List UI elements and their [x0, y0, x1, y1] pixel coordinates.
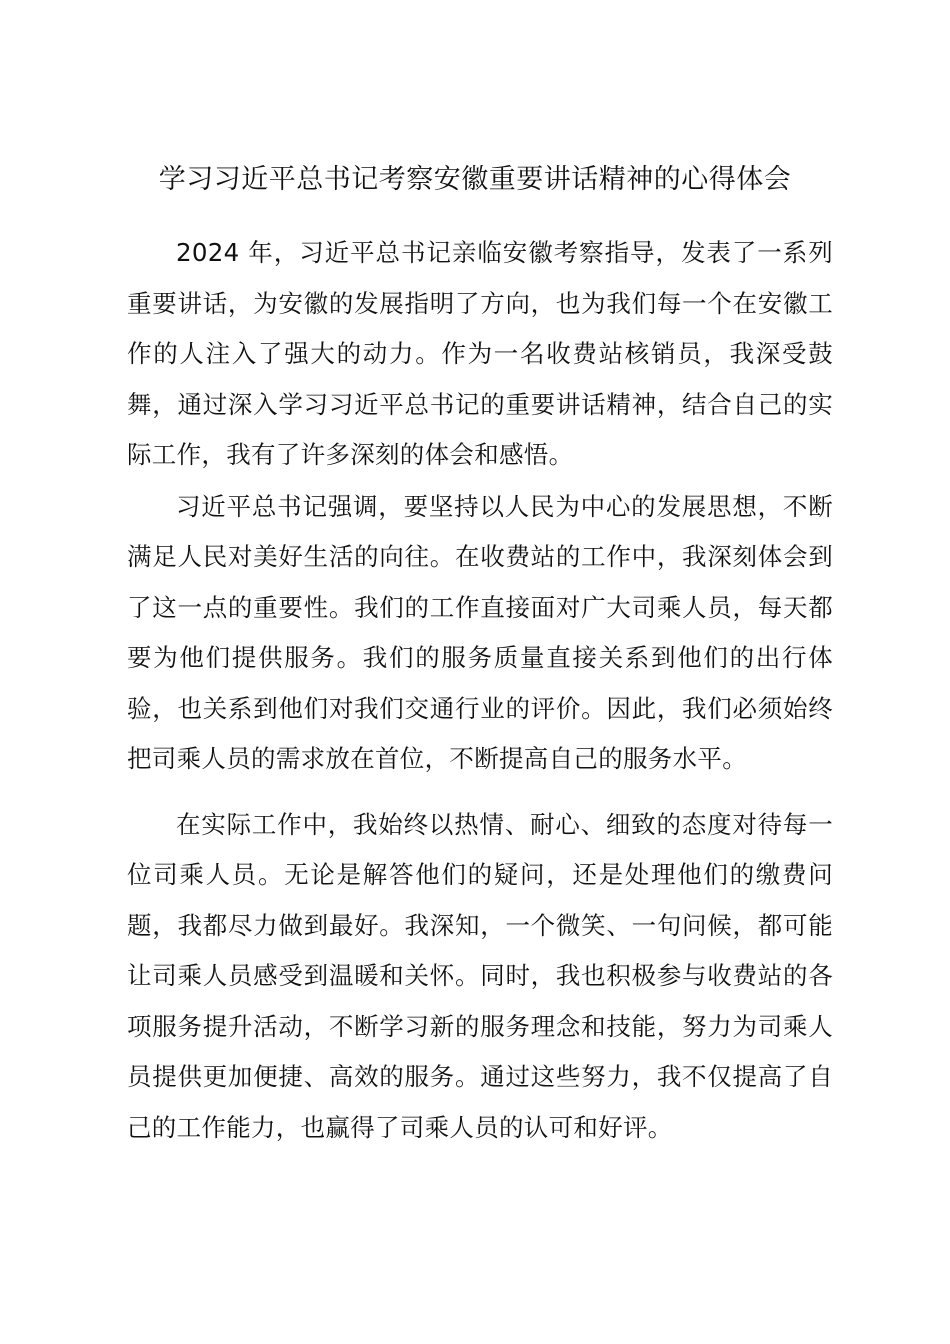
paragraph-3: 在实际工作中，我始终以热情、耐心、细致的态度对待每一位司乘人员。无论是解答他们的疑问，还是处理他们的缴费问题，我都尽力做到最好。我深知，一个微笑、一句问候，都可能让司乘人员感受到温暖和关怀。同时，我也积极参与收费站的各项服务提升活动，不断学习新的服务理念和技能，努力为司乘人员提供更加便捷、高效的服务。通过这些努力，我不仅提高了自己的工作能力，也赢得了司乘人员的认可和好评。	[127, 809, 833, 1142]
paragraph-1: 2024 年，习近平总书记亲临安徽考察指导，发表了一系列重要讲话，为安徽的发展指明了方向，也为我们每一个在安徽工作的人注入了强大的动力。作为一名收费站核销员，我深受鼓舞，通过深入学习习近平总书记的重要讲话精神，结合自己的实际工作，我有了许多深刻的体会和感悟。	[127, 238, 833, 469]
document-body	[127, 228, 833, 1153]
paragraph-2: 习近平总书记强调，要坚持以人民为中心的发展思想，不断满足人民对美好生活的向往。在收费站的工作中，我深刻体会到了这一点的重要性。我们的工作直接面对广大司乘人员，每天都要为他们提供服务。我们的服务质量直接关系到他们的出行体验，也关系到他们对我们交通行业的评价。因此，我们必须始终把司乘人员的需求放在首位，不断提高自己的服务水平。	[127, 491, 833, 773]
document-title: 学习习近平总书记考察安徽重要讲话精神的心得体会	[158, 164, 792, 195]
